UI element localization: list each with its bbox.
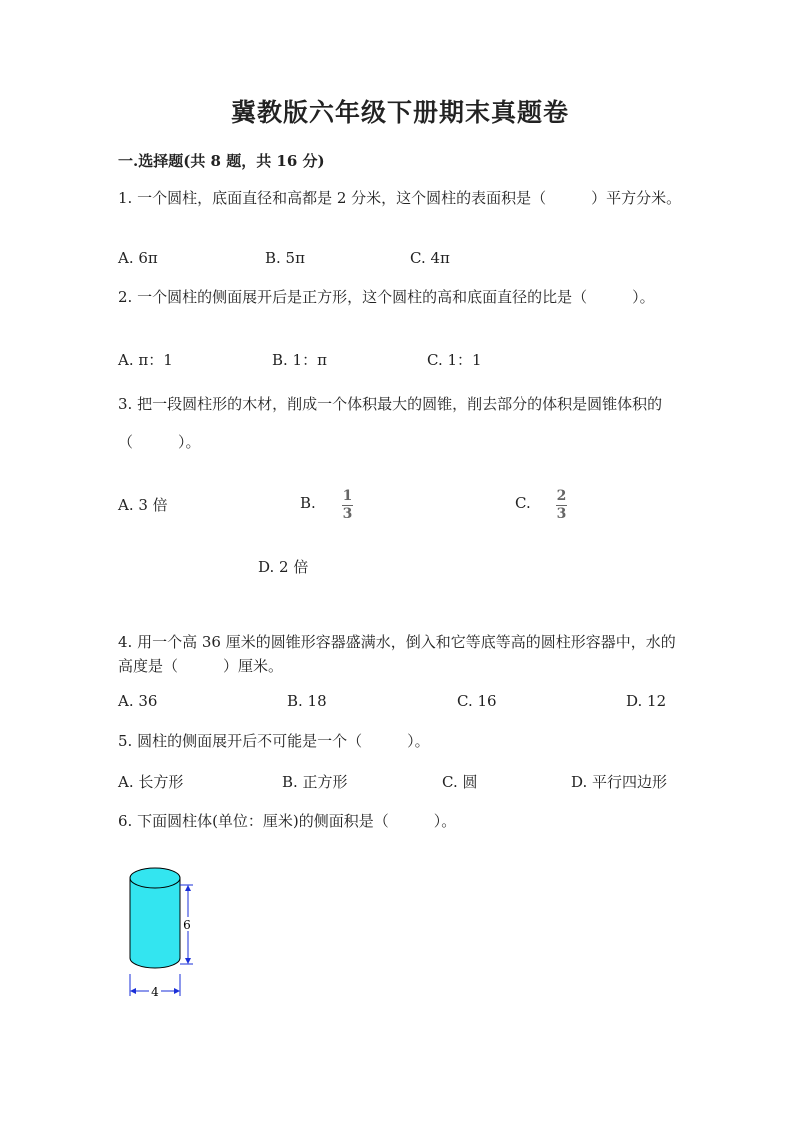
height-arrow-down [185,958,191,964]
cylinder-body [130,878,180,968]
fraction-denominator: 3 [342,506,353,522]
question-5-text: 5. 圆柱的侧面展开后不可能是一个（ ）。 [118,732,430,750]
diameter-arrow-right [174,988,180,994]
question-2-text: 2. 一个圆柱的侧面展开后是正方形，这个圆柱的高和底面直径的比是（ ）。 [118,288,655,306]
fraction-denominator: 3 [556,506,567,522]
section-heading: 一.选择题(共 8 题，共 16 分) [118,152,325,170]
question-4-text: 4. 用一个高 36 厘米的圆锥形容器盛满水，倒入和它等底等高的圆柱形容器中，水的高度是（ ）厘米。 [118,633,676,675]
fraction-numerator: 1 [342,488,353,504]
fraction-numerator: 2 [556,488,567,504]
question-6-text: 6. 下面圆柱体(单位：厘米)的侧面积是（ ）。 [118,812,457,830]
q3-option-d[interactable]: D. 2 倍 [258,558,309,576]
q2-option-a[interactable]: A. π：1 [118,351,173,369]
q4-option-a[interactable]: A. 36 [118,692,158,710]
q2-option-c[interactable]: C. 1：1 [427,351,482,369]
q5-option-a[interactable]: A. 长方形 [118,773,184,791]
q3-option-b-fraction [342,489,353,522]
q3-option-b-label[interactable]: B. [300,494,316,512]
q1-option-c[interactable]: C. 4π [410,249,450,267]
q5-option-c[interactable]: C. 圆 [442,773,478,791]
q5-option-b[interactable]: B. 正方形 [282,773,348,791]
question-1-text: 1. 一个圆柱，底面直径和高都是 2 分米，这个圆柱的表面积是（ ）平方分米。 [118,189,682,207]
height-label: 6 [183,918,191,932]
q1-option-a[interactable]: A. 6π [118,249,158,267]
cylinder-top [130,868,180,888]
q4-option-b[interactable]: B. 18 [287,692,327,710]
q4-option-d[interactable]: D. 12 [626,692,667,710]
q1-option-b[interactable]: B. 5π [265,249,305,267]
diameter-label: 4 [151,985,159,999]
q3-option-c-label[interactable]: C. [515,494,531,512]
diameter-arrow-left [130,988,136,994]
q2-option-b[interactable]: B. 1：π [272,351,327,369]
height-arrow-up [185,885,191,891]
cylinder-diagram [118,860,208,1000]
q3-option-a[interactable]: A. 3 倍 [118,496,168,514]
page-title: 冀教版六年级下册期末真题卷 [230,98,569,127]
q4-option-c[interactable]: C. 16 [457,692,497,710]
q3-option-c-fraction [556,489,567,522]
question-3-text: 3. 把一段圆柱形的木材，削成一个体积最大的圆锥，削去部分的体积是圆锥体积的（ ）。 [118,395,663,451]
cylinder-figure [118,860,208,1004]
q5-option-d[interactable]: D. 平行四边形 [571,773,668,791]
